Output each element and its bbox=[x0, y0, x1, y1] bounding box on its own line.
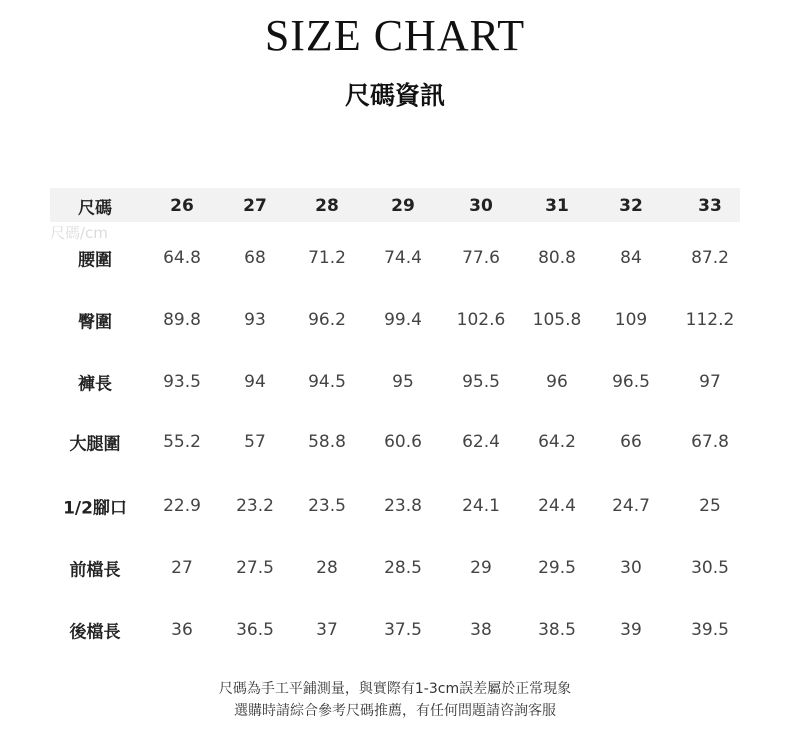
row-label: 1/2腳口 bbox=[63, 498, 127, 519]
row-label: 臀圍 bbox=[78, 312, 112, 333]
table-cell: 24.1 bbox=[462, 496, 500, 516]
table-cell: 102.6 bbox=[456, 310, 506, 330]
table-cell: 62.4 bbox=[462, 432, 500, 452]
header-size-26: 26 bbox=[170, 196, 194, 216]
table-cell: 94 bbox=[244, 372, 266, 392]
table-cell: 27 bbox=[171, 558, 193, 578]
unit-note: 尺碼/cm bbox=[50, 224, 108, 242]
table-cell: 77.6 bbox=[462, 248, 500, 268]
table-cell: 97 bbox=[699, 372, 721, 392]
table-cell: 28.5 bbox=[384, 558, 422, 578]
table-cell: 24.4 bbox=[538, 496, 576, 516]
table-cell: 93 bbox=[244, 310, 266, 330]
table-cell: 64.2 bbox=[538, 432, 576, 452]
header-size-32: 32 bbox=[619, 196, 643, 216]
table-cell: 22.9 bbox=[163, 496, 201, 516]
table-cell: 36.5 bbox=[236, 620, 274, 640]
table-cell: 95.5 bbox=[462, 372, 500, 392]
footnote bbox=[0, 678, 790, 722]
table-cell: 23.8 bbox=[384, 496, 422, 516]
header-size-27: 27 bbox=[243, 196, 267, 216]
table-cell: 96.5 bbox=[612, 372, 650, 392]
table-cell: 99.4 bbox=[384, 310, 422, 330]
table-cell: 29.5 bbox=[538, 558, 576, 578]
table-cell: 23.5 bbox=[308, 496, 346, 516]
table-cell: 96 bbox=[546, 372, 568, 392]
row-label: 褲長 bbox=[78, 374, 112, 395]
table-cell: 55.2 bbox=[163, 432, 201, 452]
page-subtitle: 尺碼資訊 bbox=[344, 81, 445, 110]
page-title: SIZE CHART bbox=[264, 11, 526, 60]
table-cell: 105.8 bbox=[532, 310, 582, 330]
header-size-31: 31 bbox=[545, 196, 569, 216]
footnote-line-2: 選購時請綜合參考尺碼推薦，有任何問題請咨詢客服 bbox=[234, 703, 556, 719]
row-label: 大腿圍 bbox=[69, 434, 121, 455]
table-cell: 37.5 bbox=[384, 620, 422, 640]
table-cell: 67.8 bbox=[691, 432, 729, 452]
header-size-29: 29 bbox=[391, 196, 415, 216]
table-cell: 87.2 bbox=[691, 248, 729, 268]
table-cell: 23.2 bbox=[236, 496, 274, 516]
row-label: 後檔長 bbox=[69, 622, 121, 643]
table-cell: 39.5 bbox=[691, 620, 729, 640]
table-cell: 93.5 bbox=[163, 372, 201, 392]
table-cell: 27.5 bbox=[236, 558, 274, 578]
table-cell: 30.5 bbox=[691, 558, 729, 578]
table-cell: 71.2 bbox=[308, 248, 346, 268]
table-cell: 58.8 bbox=[308, 432, 346, 452]
table-cell: 38.5 bbox=[538, 620, 576, 640]
table-cell: 60.6 bbox=[384, 432, 422, 452]
table-cell: 36 bbox=[171, 620, 193, 640]
table-cell: 39 bbox=[620, 620, 642, 640]
header-size-28: 28 bbox=[315, 196, 339, 216]
table-cell: 89.8 bbox=[163, 310, 201, 330]
table-cell: 68 bbox=[244, 248, 266, 268]
header-size-label: 尺碼 bbox=[78, 198, 112, 219]
table-cell: 25 bbox=[699, 496, 721, 516]
table-cell: 74.4 bbox=[384, 248, 422, 268]
table-cell: 37 bbox=[316, 620, 338, 640]
header-size-33: 33 bbox=[698, 196, 722, 216]
table-cell: 24.7 bbox=[612, 496, 650, 516]
table-cell: 109 bbox=[614, 310, 648, 330]
table-cell: 38 bbox=[470, 620, 492, 640]
table-cell: 30 bbox=[620, 558, 642, 578]
table-cell: 28 bbox=[316, 558, 338, 578]
table-cell: 84 bbox=[620, 248, 642, 268]
table-cell: 112.2 bbox=[685, 310, 735, 330]
table-cell: 80.8 bbox=[538, 248, 576, 268]
row-label: 腰圍 bbox=[78, 250, 112, 271]
table-cell: 29 bbox=[470, 558, 492, 578]
table-cell: 95 bbox=[392, 372, 414, 392]
table-cell: 94.5 bbox=[308, 372, 346, 392]
table-cell: 64.8 bbox=[163, 248, 201, 268]
footnote-line-1: 尺碼為手工平鋪測量，與實際有1-3cm誤差屬於正常現象 bbox=[218, 681, 572, 697]
row-label: 前檔長 bbox=[69, 560, 121, 581]
table-cell: 57 bbox=[244, 432, 266, 452]
header-size-30: 30 bbox=[469, 196, 493, 216]
table-cell: 96.2 bbox=[308, 310, 346, 330]
table-cell: 66 bbox=[620, 432, 642, 452]
